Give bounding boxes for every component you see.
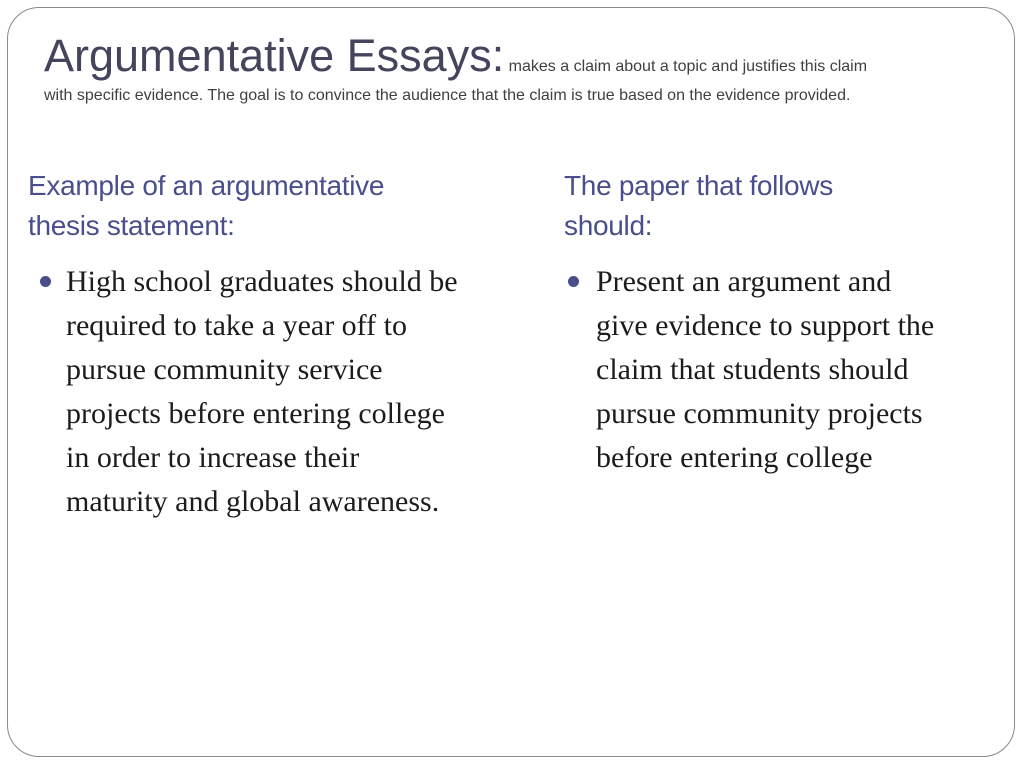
right-heading-line: The paper that follows: [564, 170, 833, 201]
slide-subtitle-part2: with specific evidence. The goal is to convince the audience that the claim is true based on the evidence provided.: [44, 87, 851, 104]
right-column: [564, 166, 1004, 480]
left-heading-line: thesis statement:: [28, 210, 235, 241]
bullet-line: High school graduates should be: [66, 265, 458, 298]
bullet-line: claim that students should: [596, 353, 909, 386]
left-column-heading: [28, 166, 518, 246]
bullet-line: pursue community service: [66, 353, 383, 386]
slide-title: Argumentative Essays:: [44, 30, 505, 81]
bullet-line: pursue community projects: [596, 397, 923, 430]
right-heading-line: should:: [564, 210, 653, 241]
right-column-heading: [564, 166, 1004, 246]
left-heading-line: Example of an argumentative: [28, 170, 385, 201]
slide-title-block: [44, 28, 1004, 106]
left-column: [28, 166, 518, 524]
bullet-line: Present an argument and: [596, 265, 892, 298]
slide-subtitle-part1: makes a claim about a topic and justifies this claim: [508, 58, 868, 75]
bullet-dot-icon: [568, 276, 579, 287]
bullet-line: give evidence to support the: [596, 309, 935, 342]
bullet-line: in order to increase their: [66, 441, 360, 474]
bullet-line: before entering college: [596, 441, 873, 474]
bullet-line: projects before entering college: [66, 397, 445, 430]
bullet-line: required to take a year off to: [66, 309, 407, 342]
bullet-line: maturity and global awareness.: [66, 485, 440, 518]
bullet-dot-icon: [40, 276, 51, 287]
left-bullet-item: [28, 260, 518, 524]
right-bullet-item: [564, 260, 1004, 480]
